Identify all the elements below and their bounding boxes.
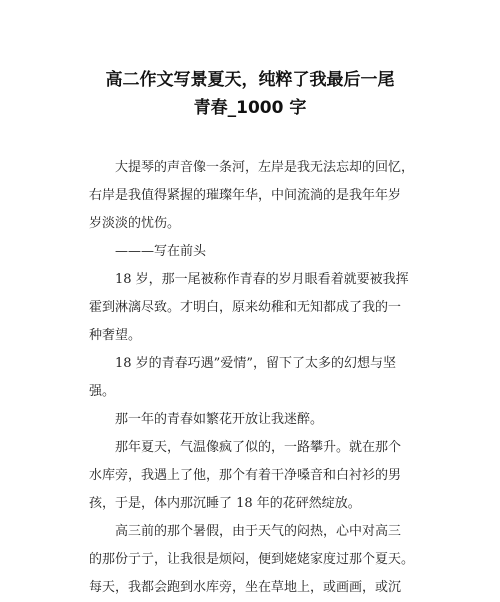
document-title [60, 66, 440, 122]
document-body [89, 154, 429, 602]
title-line-2: 青春_1000 字 [193, 98, 307, 118]
body-line: 高三前的那个暑假，由于天气的闷热，心中对高三 [115, 524, 402, 539]
body-line: 右岸是我值得紧握的璀璨年华，中间流淌的是我年年岁 [89, 188, 402, 203]
body-line: 强。 [89, 384, 116, 399]
body-line: ———写在前头 [115, 244, 207, 259]
body-line: 孩，于是，体内那沉睡了 18 年的花砰然绽放。 [89, 496, 361, 511]
title-line-1: 高二作文写景夏天，纯粹了我最后一尾 [105, 70, 395, 90]
body-line: 那一年的青春如繁花开放让我迷醉。 [115, 412, 324, 427]
body-line: 18 岁，那一尾被称作青春的岁月眼看着就要被我挥 [115, 272, 409, 287]
body-line: 的那份亍亍，让我很是烦闷，便到姥姥家度过那个夏天。 [89, 552, 415, 567]
body-line: 霍到淋漓尽致。才明白，原来幼稚和无知都成了我的一 [89, 300, 402, 315]
body-line: 大提琴的声音像一条河，左岸是我无法忘却的回忆， [115, 160, 415, 175]
body-line: 岁淡淡的忧伤。 [89, 216, 181, 231]
body-line: 那年夏天，气温像疯了似的，一路攀升。就在那个 [115, 440, 402, 455]
body-line: 种奢望。 [89, 328, 142, 343]
body-line: 水库旁，我遇上了他，那个有着干净嗓音和白衬衫的男 [89, 468, 402, 483]
body-line: 每天，我都会跑到水库旁，坐在草地上，或画画，或沉 [89, 580, 402, 595]
body-line: 18 岁的青春巧遇”爱情”，留下了太多的幻想与坚 [115, 356, 396, 371]
